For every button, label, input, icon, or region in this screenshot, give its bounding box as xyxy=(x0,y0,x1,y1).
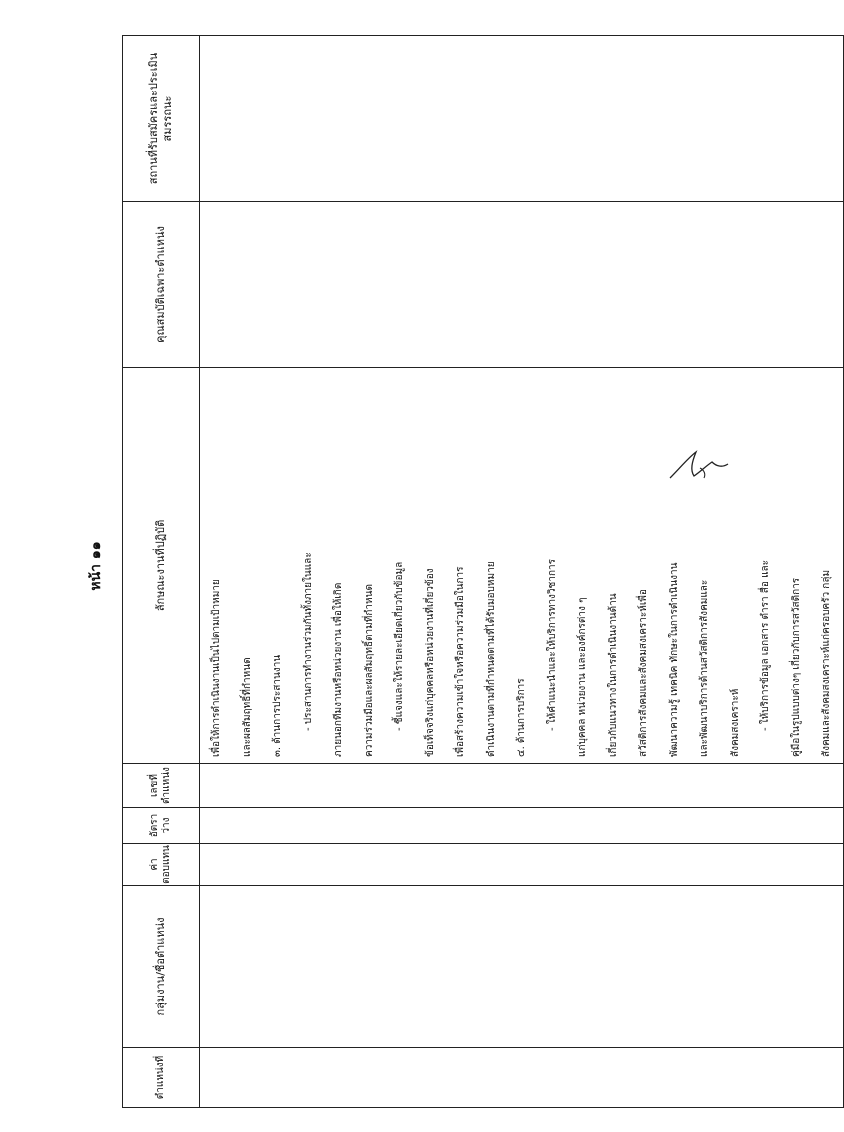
duty-line: ๔. ด้านการบริการ xyxy=(516,678,527,757)
table-row xyxy=(200,36,844,1108)
header-duties: ลักษณะงานที่ปฏิบัติ xyxy=(123,368,200,764)
cell-qualifications xyxy=(200,202,844,368)
cell-duties xyxy=(200,368,844,764)
duty-line: ๓. ด้านการประสานงาน xyxy=(272,654,283,757)
duty-line: และผลสัมฤทธิ์ที่กำหนด xyxy=(241,657,253,757)
header-qualifications: คุณสมบัติเฉพาะตำแหน่ง xyxy=(123,202,200,368)
header-group-name: กลุ่มงาน/ชื่อตำแหน่ง xyxy=(123,886,200,1048)
duty-line: และพัฒนาบริการด้านสวัสดิการสังคมและ xyxy=(699,579,710,757)
duties-list xyxy=(200,368,843,763)
duty-line: เพื่อให้การดำเนินงานเป็นไปตามเป้าหมาย xyxy=(211,579,222,757)
header-position-number: เลขที่ตำแหน่ง xyxy=(123,764,200,808)
cell-group-name xyxy=(200,886,844,1048)
duty-line: ความร่วมมือและผลสัมฤทธิ์ตามที่กำหนด xyxy=(363,584,375,757)
cell-venue xyxy=(200,36,844,202)
header-row xyxy=(123,36,200,1108)
duty-line: สังคมสงเคราะห์ xyxy=(729,688,741,757)
position-table-container xyxy=(122,36,832,1108)
duty-line: - ประสานการทำงานร่วมกันทั้งภายในและ xyxy=(302,552,314,731)
position-table-rotated xyxy=(122,36,832,1108)
duty-line: เกี่ยวกับแนวทางในการดำเนินงานด้าน xyxy=(607,593,619,757)
cell-vacancies xyxy=(200,808,844,844)
duty-line: - ชี้แจงและให้รายละเอียดเกี่ยวกับข้อมูล xyxy=(394,561,405,731)
duty-line: ดำเนินงานตามที่กำหนดตามที่ได้รับมอบหมาย xyxy=(485,561,497,757)
cell-position-no xyxy=(200,1048,844,1108)
duty-line: ข้อเท็จจริงแก่บุคคลหรือหน่วยงานที่เกี่ยวข้อง xyxy=(424,568,436,757)
duty-line: สังคมและสังคมสงเคราะห์แก่ครอบครัว กลุ่ม xyxy=(821,569,832,757)
header-vacancies: อัตราว่าง xyxy=(123,808,200,844)
duty-line: ภายนอกทีมงานหรือหน่วยงาน เพื่อให้เกิด xyxy=(333,582,344,757)
duty-line: สวัสดิการสังคมและสังคมสงเคราะห์เพื่อ xyxy=(638,589,649,757)
header-venue: สถานที่รับสมัครและประเมินสมรรถนะ xyxy=(123,36,200,202)
page-number: หน้า ๑๑ xyxy=(88,541,104,591)
position-table xyxy=(122,35,844,1108)
duty-line: แก่บุคคล หน่วยงาน และองค์กรต่าง ๆ xyxy=(577,597,588,757)
cell-position-number xyxy=(200,764,844,808)
cell-compensation xyxy=(200,844,844,886)
duty-line: - ให้คำแนะนำและให้บริการทางวิชาการ xyxy=(546,559,558,731)
signature-mark xyxy=(666,448,732,484)
duty-line: พัฒนาความรู้ เทคนิค ทักษะในการดำเนินงาน xyxy=(668,562,680,757)
duty-line: เพื่อสร้างความเข้าใจหรือความร่วมมือในการ xyxy=(455,566,466,757)
header-position-no: ตำแหน่งที่ xyxy=(123,1048,200,1108)
header-compensation: ค่าตอบแทน xyxy=(123,844,200,886)
duty-line: - ให้บริการข้อมูล เอกสาร ตำรา สื่อ และ xyxy=(760,559,771,731)
duty-line: คู่มือในรูปแบบต่างๆ เกี่ยวกับการสวัสดิการ xyxy=(790,577,802,757)
